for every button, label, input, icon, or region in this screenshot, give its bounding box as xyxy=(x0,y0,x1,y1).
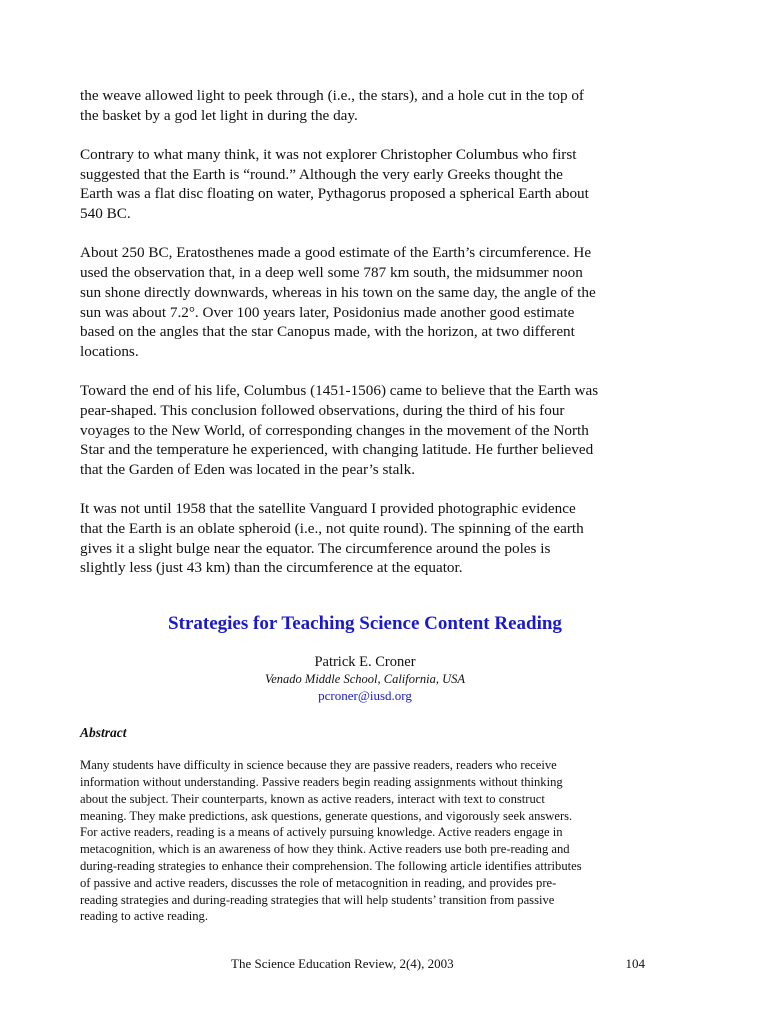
text-line: the weave allowed light to peek through (i.e., the stars), and a hole cut in the top of xyxy=(80,87,584,104)
text-line: suggested that the Earth is “round.” Although the very early Greeks thought the xyxy=(80,165,563,183)
abstract-text xyxy=(80,757,650,925)
abstract-line: metacognition, which is an awareness of how they think. Active readers use both pre-reading and xyxy=(80,842,570,857)
author-affiliation: Venado Middle School, California, USA xyxy=(265,672,465,687)
text-line: sun was about 7.2°. Over 100 years later, Posidonius made another good estimate xyxy=(80,303,575,321)
text-line: slightly less (just 43 km) than the circumference at the equator. xyxy=(80,559,463,577)
text-line: About 250 BC, Eratosthenes made a good estimate of the Earth’s circumference. He xyxy=(80,244,592,262)
text-line: locations. xyxy=(80,342,139,360)
body-paragraph-3 xyxy=(80,243,650,361)
text-line: 540 BC. xyxy=(80,205,131,223)
author-name: Patrick E. Croner xyxy=(314,654,416,671)
abstract-line: For active readers, reading is a means of actively pursuing knowledge. Active readers engage in xyxy=(80,825,563,840)
text-line: used the observation that, in a deep well some 787 km south, the midsummer noon xyxy=(80,264,583,282)
abstract-heading: Abstract xyxy=(80,725,127,741)
abstract-line: during-reading strategies to enhance their comprehension. The following article identifies attributes xyxy=(80,858,582,873)
text-line: voyages to the New World, of corresponding changes in the movement of the North xyxy=(80,421,589,439)
article-title: Strategies for Teaching Science Content Reading xyxy=(168,613,562,635)
text-line: Star and the temperature he experienced, with changing latitude. He further believed xyxy=(80,441,594,459)
text-line: Earth was a flat disc floating on water, Pythagorus proposed a spherical Earth about xyxy=(80,185,589,203)
text-line: that the Earth is an oblate spheroid (i.e., not quite round). The spinning of the earth xyxy=(80,520,584,538)
text-line: Toward the end of his life, Columbus (1451-1506) came to believe that the Earth was xyxy=(80,382,599,400)
text-line: gives it a slight bulge near the equator. The circumference around the poles is xyxy=(80,539,551,557)
body-paragraph-4 xyxy=(80,381,650,480)
journal-citation: The Science Education Review, 2(4), 2003 xyxy=(231,956,454,971)
text-line: that the Garden of Eden was located in the pear’s stalk. xyxy=(80,461,415,479)
document-page xyxy=(80,86,650,925)
body-paragraph-2 xyxy=(80,145,650,224)
abstract-line: of passive and active readers, discusses the role of metacognition in reading, and provides pre- xyxy=(80,875,557,890)
text-line: It was not until 1958 that the satellite Vanguard I provided photographic evidence xyxy=(80,500,576,518)
text-line: Contrary to what many think, it was not explorer Christopher Columbus who first xyxy=(80,146,577,163)
abstract-line: reading to active reading. xyxy=(80,909,208,924)
abstract-line: meaning. They make predictions, ask questions, generate questions, and vigorously seek answers. xyxy=(80,808,573,823)
text-line: based on the angles that the star Canopus made, with the horizon, at two different xyxy=(80,323,575,341)
body-paragraph-1 xyxy=(80,86,650,125)
body-text xyxy=(80,86,650,578)
abstract-line: information without understanding. Passive readers begin reading assignments without thinking xyxy=(80,774,563,789)
page-number: 104 xyxy=(625,956,645,971)
text-line: sun shone directly downwards, whereas in his town on the same day, the angle of the xyxy=(80,283,596,301)
body-paragraph-5 xyxy=(80,499,650,578)
author-email-link[interactable]: pcroner@iusd.org xyxy=(318,688,412,704)
text-line: pear-shaped. This conclusion followed observations, during the third of his four xyxy=(80,401,565,419)
abstract-line: about the subject. Their counterparts, known as active readers, interact with text to construct xyxy=(80,791,545,806)
abstract-line: reading strategies and during-reading strategies that will help students’ transition from passive xyxy=(80,892,555,907)
text-line: the basket by a god let light in during the day. xyxy=(80,106,358,124)
abstract-line: Many students have difficulty in science because they are passive readers, readers who receive xyxy=(80,758,557,773)
